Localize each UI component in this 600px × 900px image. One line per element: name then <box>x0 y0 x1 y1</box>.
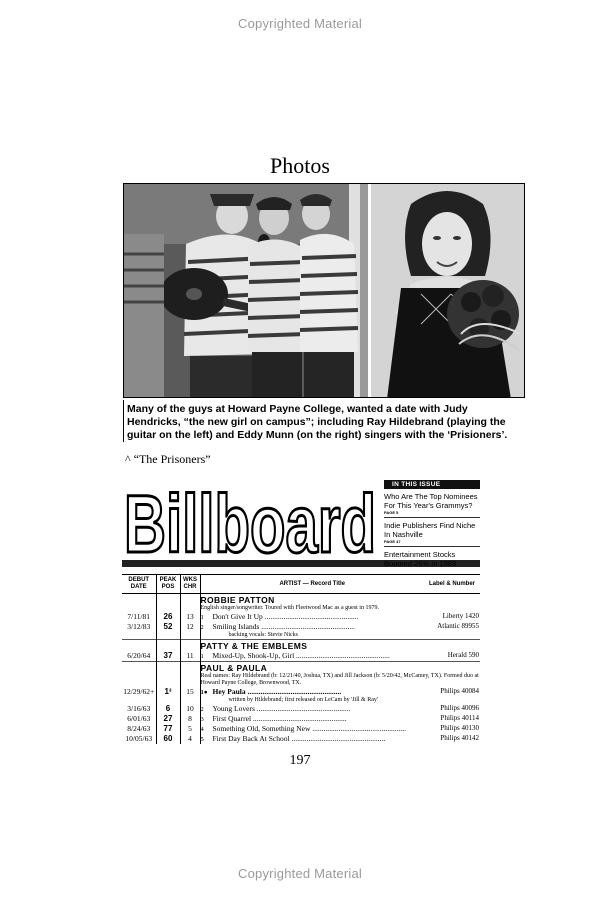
weeks-charted: 15 <box>180 687 200 697</box>
weeks-charted: 5 <box>180 724 200 734</box>
chart-listing-table <box>122 574 480 744</box>
issue-item-text: Who Are The Top Nominees For This Year's Grammys? <box>384 492 478 510</box>
artist-row <box>122 594 480 606</box>
table-row: 6/20/64 37 11 1 Mixed-Up, Shook-Up, Girl .................................................. Herald 590 <box>122 651 480 662</box>
debut-date: 12/29/62+ <box>123 687 155 696</box>
header-artist-title: ARTIST — Record Title <box>200 575 424 594</box>
weeks-charted: 12 <box>180 622 200 632</box>
artist-name: PAUL & PAULA <box>200 662 424 674</box>
photo-credit: ^ “The Prisoners” <box>125 452 211 466</box>
table-row: 8/24/63 77 5 4 Something Old, Something New .................................................. Philips 40130 <box>122 724 480 734</box>
record-title: Mixed-Up, Shook-Up, Girl <box>212 651 295 660</box>
table-row: 3/16/63 6 10 2 Young Lovers .................................................. Philips 40096 <box>122 704 480 714</box>
artist-bio-row <box>122 673 480 687</box>
peak-position: 60 <box>156 734 180 744</box>
debut-date: 8/24/63 <box>122 724 156 734</box>
track-number: 1 <box>200 653 204 660</box>
peak-position: 6 <box>156 704 180 714</box>
table-row: 10/05/63 60 4 5 First Day Back At School .................................................. Philips 40142 <box>122 734 480 744</box>
judy-photo <box>371 184 525 398</box>
record-title: First Quarrel <box>212 714 252 723</box>
photo-collage <box>123 183 525 398</box>
track-number: 4 <box>200 726 204 733</box>
label-number: Philips 40114 <box>440 714 479 722</box>
in-this-issue-box <box>384 480 480 568</box>
debut-date: 10/05/63 <box>122 734 156 744</box>
peak-position: 1³ <box>156 687 180 697</box>
weeks-charted: 8 <box>180 714 200 724</box>
label-number: Philips 40142 <box>440 734 479 742</box>
peak-position: 77 <box>156 724 180 734</box>
track-note: written by Hildebrand; first released on LeCam by 'Jill & Ray' <box>228 697 378 703</box>
record-title: Something Old, Something New <box>212 724 311 733</box>
artist-name: ROBBIE PATTON <box>200 595 275 605</box>
table-row: 7/11/81 26 13 1 Don't Give It Up .................................................. Liberty 1420 <box>122 612 480 622</box>
artist-bio: English singer/songwriter. Toured with Fleetwood Mac as a guest in 1979. <box>200 605 379 611</box>
table-row: 12/29/62+ 1³ 15 1● Hey Paula .................................................. Philips 40084 <box>123 687 479 696</box>
peak-position: 52 <box>156 622 180 632</box>
artist-row <box>122 640 480 652</box>
artist-name: PATTY & THE EMBLEMS <box>200 640 424 652</box>
issue-item-page: PAGE 5 <box>384 510 399 515</box>
band-photo <box>124 184 368 398</box>
artist-row <box>122 662 480 674</box>
billboard-logo-text: Billboard <box>124 480 376 560</box>
table-row: 3/12/83 52 12 2 Smiling Islands .................................................. Atlantic 89955 <box>122 622 480 632</box>
weeks-charted: 10 <box>180 704 200 714</box>
peak-position: 26 <box>156 612 180 622</box>
header-label-number: Label & Number <box>424 575 480 594</box>
label-number: Liberty 1420 <box>442 612 479 620</box>
debut-date: 7/11/81 <box>122 612 156 622</box>
copyright-watermark-top: Copyrighted Material <box>238 16 362 31</box>
issue-item-text: Entertainment Stocks Boomed 26% In 1989 <box>384 550 457 568</box>
label-number: Atlantic 89955 <box>437 622 479 630</box>
issue-item-page: PAGE 47 <box>384 539 401 544</box>
weeks-charted: 13 <box>180 612 200 622</box>
label-number: Herald 590 <box>447 651 479 659</box>
copyright-watermark-bottom: Copyrighted Material <box>238 866 362 881</box>
issue-header: IN THIS ISSUE <box>384 480 480 489</box>
page-number: 197 <box>289 753 311 768</box>
record-title: Smiling Islands <box>212 622 260 631</box>
issue-item <box>384 547 480 570</box>
issue-item-text: Indie Publishers Find Niche In Nashville <box>384 521 476 539</box>
header-debut-date: DEBUT DATE <box>122 575 156 594</box>
track-note: backing vocals: Stevie Nicks <box>228 632 298 638</box>
track-number: 3 <box>200 716 204 723</box>
table-header-row <box>122 575 480 594</box>
debut-date: 6/01/63 <box>122 714 156 724</box>
note-row <box>122 697 480 704</box>
weeks-charted: 4 <box>180 734 200 744</box>
artist-bio-row <box>122 605 480 612</box>
track-number: 2 <box>200 624 204 631</box>
billboard-clipping <box>122 480 480 748</box>
record-title: First Day Back At School <box>212 734 290 743</box>
weeks-charted: 11 <box>180 651 200 662</box>
debut-date: 3/12/83 <box>122 622 156 632</box>
track-number: 5 <box>200 736 204 743</box>
table-row: 6/01/63 27 8 3 First Quarrel .................................................. Philips 40114 <box>122 714 480 724</box>
photo-caption: Many of the guys at Howard Payne College, wanted a date with Judy Hendricks, “the new girl on campus”; including Ray Hildebrand (playing the guitar on the left) and Eddy Munn (on the right) singers with the ‘Prisioners’. <box>123 400 525 442</box>
track-number: 1 <box>200 614 204 621</box>
record-title: Hey Paula <box>212 687 246 696</box>
label-number: Philips 40096 <box>440 704 479 712</box>
billboard-logo <box>122 480 380 560</box>
track-number: 2 <box>200 706 204 713</box>
track-number: 1● <box>200 689 208 696</box>
record-title: Young Lovers <box>212 704 255 713</box>
debut-date: 3/16/63 <box>122 704 156 714</box>
artist-bio: Real names: Ray Hildebrand (b: 12/21/40, Joshua, TX) and Jill Jackson (b: 5/20/42, McCamey, TX). Formed duo at Howard Payne College, Brownwood, TX. <box>200 673 479 686</box>
peak-position: 37 <box>156 651 180 662</box>
header-wks-chr: WKS CHR <box>180 575 200 594</box>
record-title: Don't Give It Up <box>212 612 263 621</box>
label-number: Philips 40130 <box>440 724 479 732</box>
issue-item <box>384 489 480 518</box>
label-number: Philips 40084 <box>440 687 479 695</box>
issue-item <box>384 518 480 547</box>
note-row <box>122 632 480 640</box>
page-title: Photos <box>270 153 330 178</box>
debut-date: 6/20/64 <box>122 651 156 662</box>
header-peak-pos: PEAK POS <box>156 575 180 594</box>
peak-position: 27 <box>156 714 180 724</box>
